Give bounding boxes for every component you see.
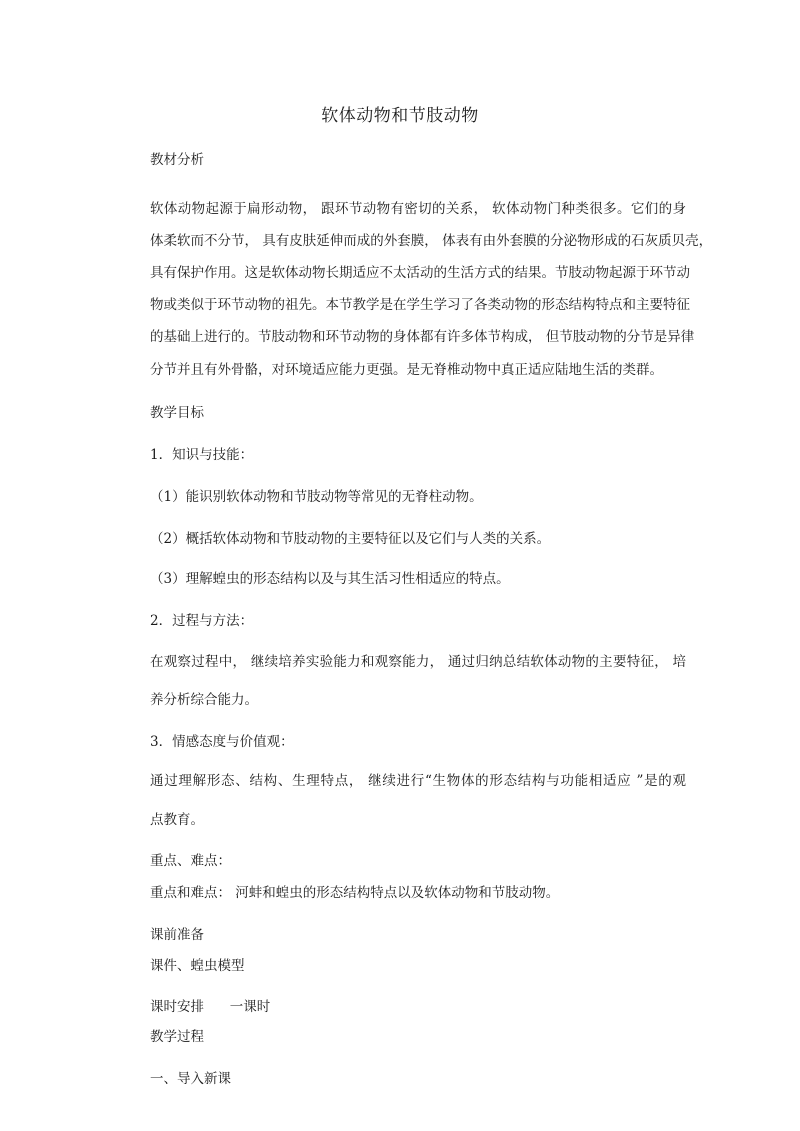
prep-heading: 课前准备 <box>150 927 204 943</box>
document-title: 软体动物和节肢动物 <box>321 106 479 126</box>
material-line-3: 具有保护作用。这是软体动物长期适应不太活动的生活方式的结果。节肢动物起源于环节动 <box>150 265 690 281</box>
section-heading-goals: 教学目标 <box>150 405 204 421</box>
section-heading-material: 教材分析 <box>150 152 204 168</box>
goal-2-line-1: 在观察过程中， 继续培养实验能力和观察能力， 通过归纳总结软体动物的主要特征， 培 <box>150 654 686 670</box>
process-heading: 教学过程 <box>150 1029 204 1045</box>
key-points-text: 重点和难点： 河蚌和蝗虫的形态结构特点以及软体动物和节肢动物。 <box>150 885 560 901</box>
schedule-text: 课时安排 一课时 <box>150 999 271 1015</box>
material-line-1: 软体动物起源于扁形动物， 跟环节动物有密切的关系， 软体动物门种类很多。它们的身 <box>150 201 686 217</box>
material-line-4: 物或类似于环节动物的祖先。本节教学是在学生学习了各类动物的形态结构特点和主要特征 <box>150 297 690 313</box>
prep-text: 课件、蝗虫模型 <box>150 958 245 974</box>
goal-2-line-2: 养分析综合能力。 <box>150 692 258 708</box>
material-line-5: 的基础上进行的。节肢动物和环节动物的身体都有许多体节构成， 但节肢动物的分节是异律 <box>150 329 695 345</box>
goal-3-heading: 3．情感态度与价值观： <box>150 734 294 750</box>
goal-3-line-2: 点教育。 <box>150 812 204 828</box>
process-step-1: 一、导入新课 <box>150 1071 231 1087</box>
goal-1-item-1: （1）能识别软体动物和节肢动物等常见的无脊柱动物。 <box>150 489 483 505</box>
material-line-6: 分节并且有外骨骼，对环境适应能力更强。是无脊椎动物中真正适应陆地生活的类群。 <box>150 362 663 378</box>
goal-2-heading: 2．过程与方法： <box>150 613 254 629</box>
goal-1-item-3: （3）理解蝗虫的形态结构以及与其生活习性相适应的特点。 <box>150 571 510 587</box>
goal-1-heading: 1．知识与技能： <box>150 447 254 463</box>
goal-3-line-1: 通过理解形态、结构、生理特点， 继续进行“生物体的形态结构与功能相适应 ”是的观 <box>150 773 686 789</box>
material-line-2: 体柔软而不分节， 具有皮肤延伸而成的外套膜， 体表有由外套膜的分泌物形成的石灰质贝壳， <box>150 233 713 249</box>
key-points-heading: 重点、难点： <box>150 853 231 869</box>
goal-1-item-2: （2）概括软体动物和节肢动物的主要特征以及它们与人类的关系。 <box>150 531 551 547</box>
